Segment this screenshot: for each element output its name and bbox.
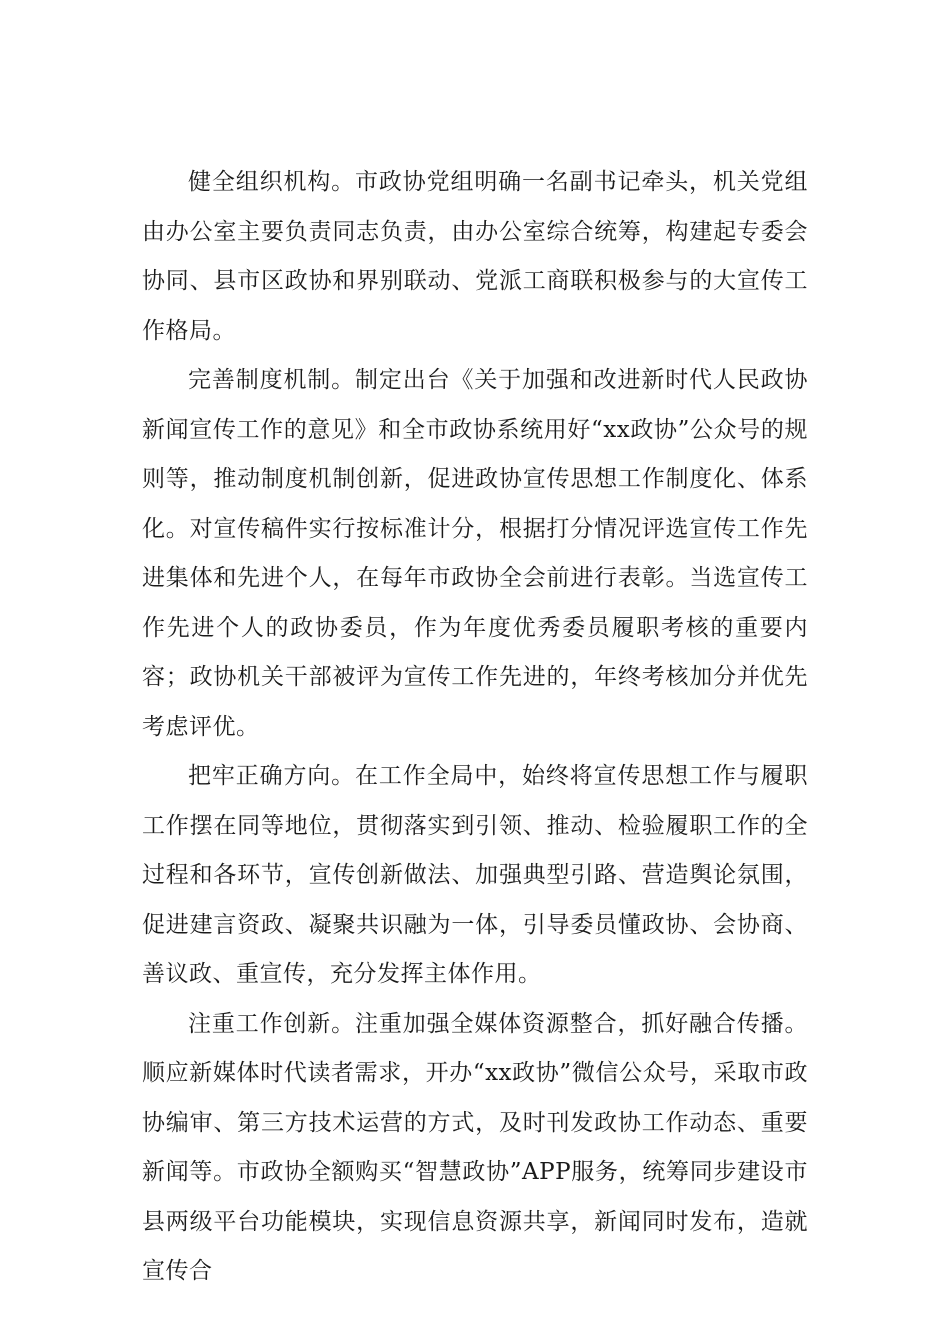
paragraph-institution: 完善制度机制。制定出台《关于加强和改进新时代人民政协新闻宣传工作的意见》和全市政协系统用好“xx政协”公众号的规则等，推动制度机制创新，促进政协宣传思想工作制度化、体系化。对宣传稿件实行按标准计分，根据打分情况评选宣传工作先进集体和先进个人，在每年市政协全会前进行表彰。当选宣传工作先进个人的政协委员，作为年度优秀委员履职考核的重要内容；政协机关干部被评为宣传工作先进的，年终考核加分并优先考虑评优。 <box>142 367 808 740</box>
paragraph-innovation: 注重工作创新。注重加强全媒体资源整合，抓好融合传播。顺应新媒体时代读者需求，开办“xx政协”微信公众号，采取市政协编审、第三方技术运营的方式，及时刊发政协工作动态、重要新闻等。市政协全额购买“智慧政协”APP服务，统筹同步建设市县两级平台功能模块，实现信息资源共享，新闻同时发布，造就宣传合 <box>142 1010 808 1284</box>
paragraph-direction: 把牢正确方向。在工作全局中，始终将宣传思想工作与履职工作摆在同等地位，贯彻落实到引领、推动、检验履职工作的全过程和各环节，宣传创新做法、加强典型引路、营造舆论氛围，促进建言资政、凝聚共识融为一体，引导委员懂政协、会协商、善议政、重宣传，充分发挥主体作用。 <box>142 763 808 987</box>
paragraph-organization: 健全组织机构。市政协党组明确一名副书记牵头，机关党组由办公室主要负责同志负责，由办公室综合统筹，构建起专委会协同、县市区政协和界别联动、党派工商联积极参与的大宣传工作格局。 <box>142 169 808 344</box>
document-body <box>142 158 808 1297</box>
